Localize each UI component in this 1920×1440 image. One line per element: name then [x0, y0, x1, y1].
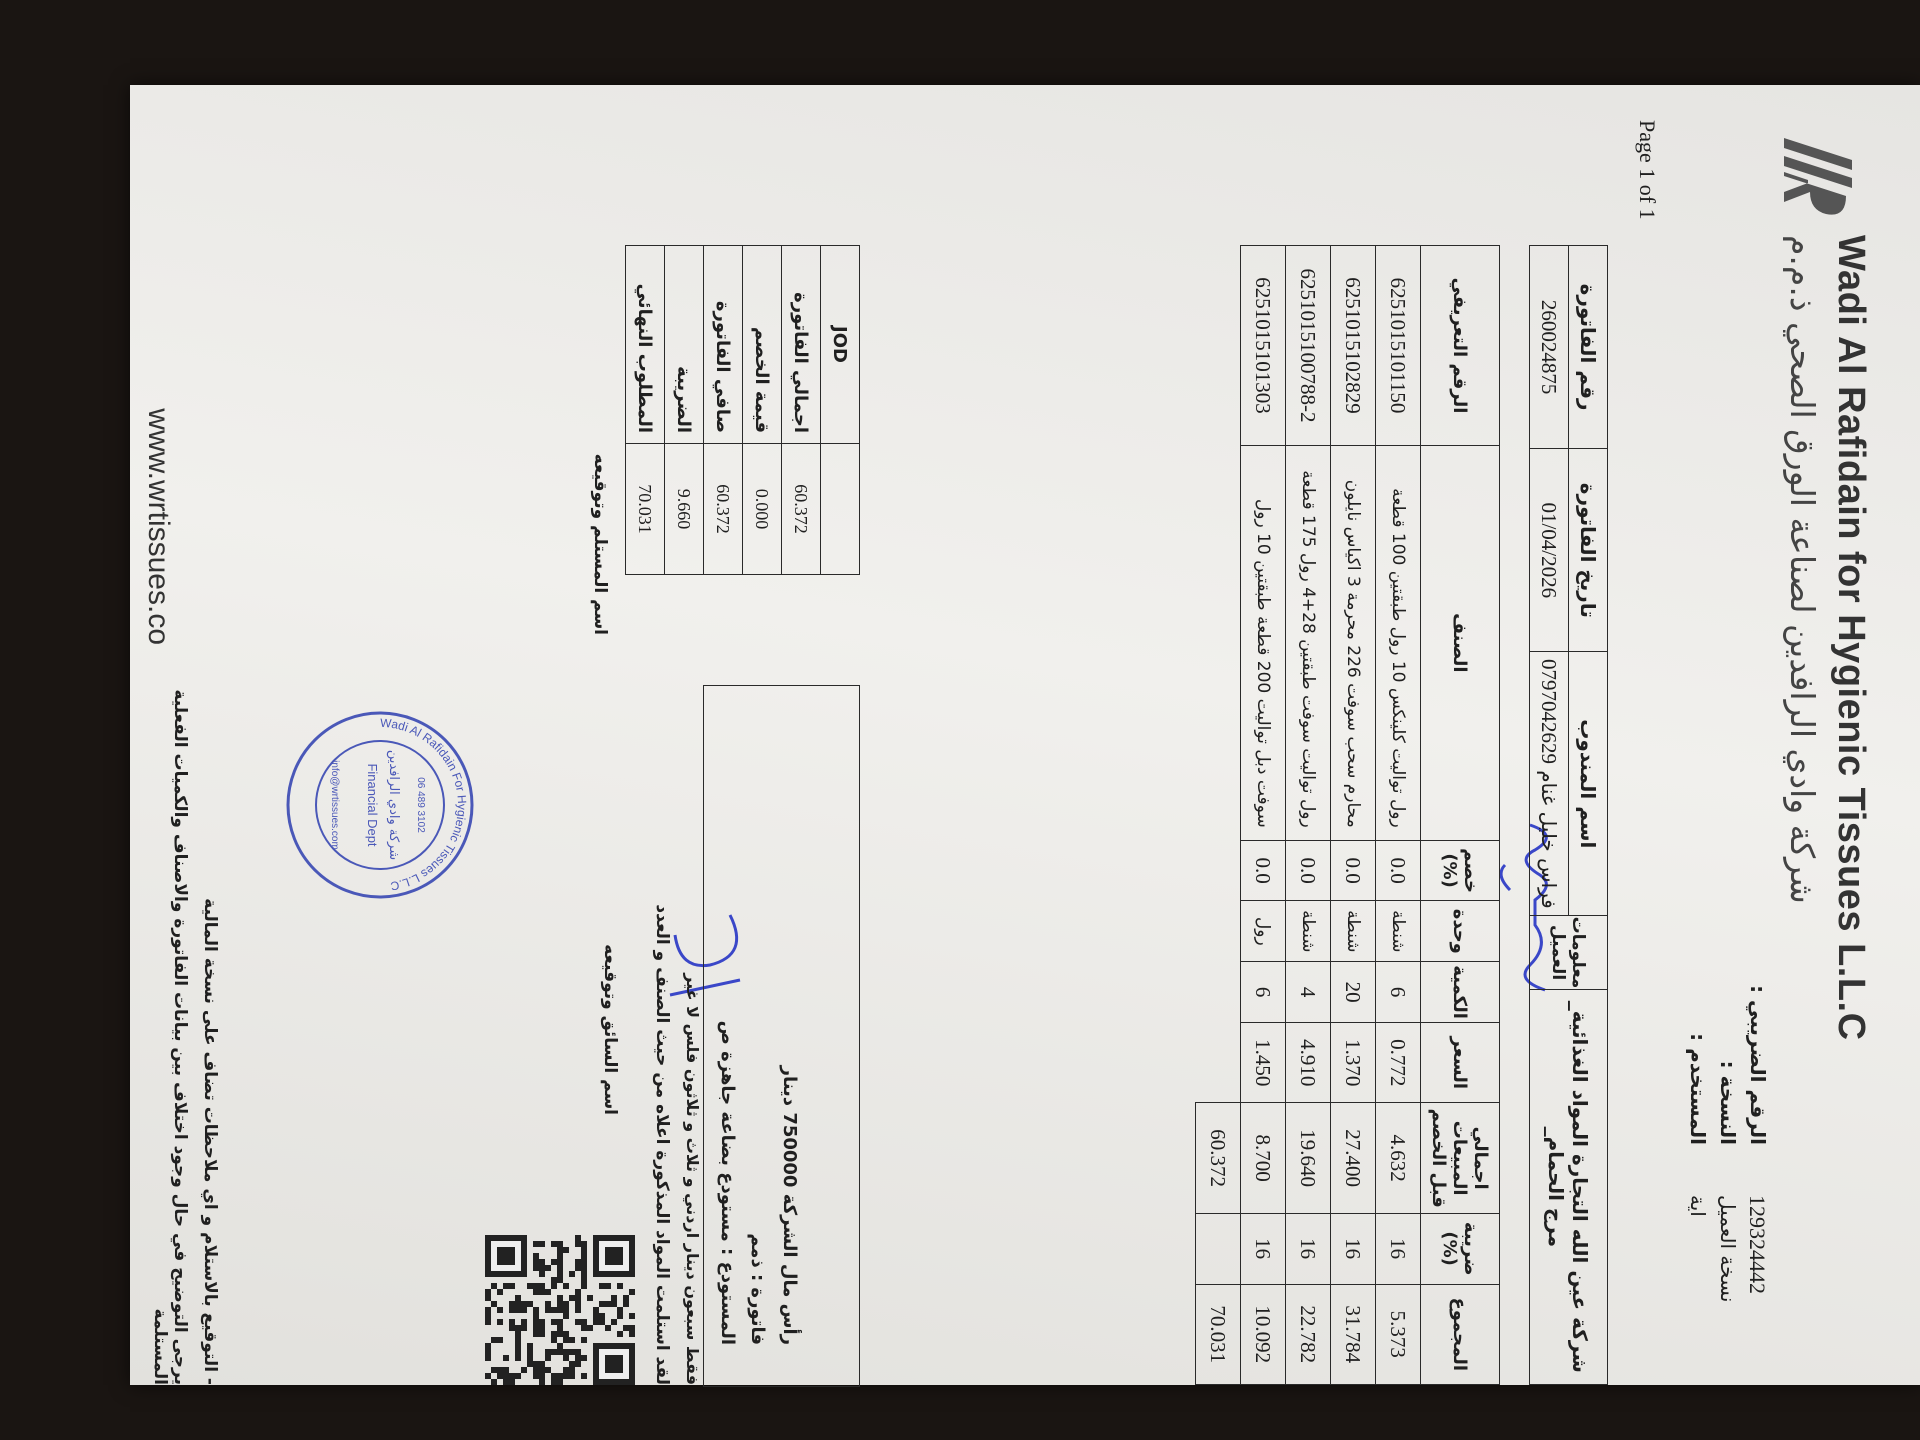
totals-label: المطلوب النهائي [626, 246, 665, 444]
stamp-inner-text: شركة وادي الرافدين [386, 749, 401, 861]
col-discount: خصم (%) [1421, 840, 1500, 901]
invoice-date: 01/04/2026 [1530, 449, 1569, 652]
item-tax: 16 [1331, 1213, 1376, 1284]
totals-value-header [821, 444, 860, 575]
item-description: محارم سحب سوفت 226 محرمة 3 اكياس نايلون [1331, 446, 1376, 841]
item-gross: 4.632 [1376, 1103, 1421, 1213]
empty-cell [1196, 1213, 1241, 1284]
warehouse-line: المستودع : مستودع بضاعة جاهزة ص [717, 1020, 738, 1345]
copy-label: النسخة : [1716, 1060, 1740, 1145]
col-tax: ضريبة (%) [1421, 1213, 1500, 1284]
item-code: 6251015101303 [1241, 246, 1286, 446]
tax-number-label: الرقم الضريبي : [1746, 985, 1770, 1145]
item-tax: 16 [1286, 1213, 1331, 1284]
notes-box [703, 685, 860, 1387]
item-price: 1.450 [1241, 1023, 1286, 1103]
item-price: 1.370 [1331, 1023, 1376, 1103]
item-total: 22.782 [1286, 1284, 1331, 1385]
company-logo-icon [1772, 130, 1862, 220]
totals-label: صافي الفاتورة [704, 246, 743, 444]
page-number: Page 1 of 1 [1635, 120, 1660, 220]
sum-gross: 60.372 [1196, 1103, 1241, 1213]
totals-value: 60.372 [782, 444, 821, 575]
tax-number-value: 129324442 [1745, 1195, 1770, 1294]
totals-row [665, 246, 704, 575]
col-price: السعر [1421, 1023, 1500, 1103]
item-total: 31.784 [1331, 1284, 1376, 1385]
stamp-outer-text: Wadi Al Rafidain For Hygienic Tissues L.L.C [379, 715, 470, 894]
item-discount: 0.0 [1286, 840, 1331, 901]
totals-table [625, 245, 860, 575]
customer-name: شركة عين الله التجارة المواد الغذائية_ مرج الحمام_ [1530, 989, 1608, 1384]
item-description: سوفت دبل تواليت 200 قطعة طبقتين 10 رول [1241, 446, 1286, 841]
totals-value: 0.000 [743, 444, 782, 575]
item-discount: 0.0 [1241, 840, 1286, 901]
totals-value: 60.372 [704, 444, 743, 575]
col-qty: الكمية [1421, 962, 1500, 1023]
item-code: 6251015101150 [1376, 246, 1421, 446]
item-total: 5.373 [1376, 1284, 1421, 1385]
totals-label: الضريبة [665, 246, 704, 444]
user-value: اية [1686, 1195, 1710, 1217]
invoice-paper [130, 85, 1920, 1385]
customer-info-label: معلومات العميل [1530, 916, 1608, 989]
col-code: الرقم التعريفي [1421, 246, 1500, 446]
totals-value: 9.660 [665, 444, 704, 575]
stamp-phone: 06 489 3102 [415, 777, 426, 833]
item-qty: 4 [1286, 962, 1331, 1023]
invoice-type: فاتورة : ذمم [747, 1233, 768, 1345]
driver-signature-label: اسم السائق وتوقيعه [600, 944, 620, 1115]
item-price: 4.910 [1286, 1023, 1331, 1103]
item-unit: شنطة [1286, 901, 1331, 962]
footer-note-2: يرجى التوضيح في حال وجود اختلاف بين بيانات الفاتورة والاصناف والكميات الفعلية المستلمة [150, 689, 190, 1385]
item-qty: 6 [1241, 962, 1286, 1023]
item-discount: 0.0 [1331, 840, 1376, 901]
copy-value: نسخة العميل [1716, 1195, 1740, 1303]
col-description: الصنف [1421, 446, 1500, 841]
col-gross: اجمالي المبيعات قبل الخصم [1421, 1103, 1500, 1213]
stamp-dept: Financial Dept [365, 763, 380, 847]
totals-row [704, 246, 743, 575]
company-name-en: Wadi Al Rafidain for Hygienic Tissues L.L.C [1830, 235, 1872, 1041]
company-website: www.wrtissues.co [142, 408, 175, 645]
footer-note-1: - التوقيع بالاستلام و اي ملاحظات تضاف على نسخة المالية [200, 898, 220, 1385]
item-tax: 16 [1241, 1213, 1286, 1284]
salesperson-header: اسم المندوب [1569, 652, 1608, 916]
customer-info-table [1529, 245, 1608, 1385]
item-unit: شنطة [1331, 901, 1376, 962]
item-unit: رول [1241, 901, 1286, 962]
item-unit: شنطة [1376, 901, 1421, 962]
totals-label: اجمالي الفاتورة [782, 246, 821, 444]
table-row [1376, 246, 1421, 1385]
totals-row [743, 246, 782, 575]
totals-row [782, 246, 821, 575]
item-code: 6251015102829 [1331, 246, 1376, 446]
totals-row [626, 246, 665, 575]
amount-in-words: فقط سبعون دينار اردني و ثلاث و ثلاثون فلس لا غير [683, 973, 702, 1385]
item-tax: 16 [1376, 1213, 1421, 1284]
received-statement: لقد استلمت المواد المذكورة اعلاه من حيث الصنف و العدد [652, 904, 672, 1385]
salesperson-name: فراس خليل غنام [1537, 770, 1562, 909]
item-price: 0.772 [1376, 1023, 1421, 1103]
qr-code-icon [485, 1235, 635, 1385]
company-stamp-icon [280, 705, 480, 905]
currency-label: JOD [821, 246, 860, 444]
user-label: المستخدم : [1686, 1033, 1710, 1145]
table-row [1331, 246, 1376, 1385]
item-qty: 20 [1331, 962, 1376, 1023]
table-row [1241, 246, 1286, 1385]
item-gross: 8.700 [1241, 1103, 1286, 1213]
item-qty: 6 [1376, 962, 1421, 1023]
salesperson-cell [1530, 652, 1569, 916]
item-description: رول تواليت كلينكس 10 رول طبقتين 100 قطعة [1376, 446, 1421, 841]
stamp-email: info@wrtissues.com [329, 760, 340, 850]
invoice-date-header: تاريخ الفاتورة [1569, 449, 1608, 652]
items-table [1195, 245, 1500, 1385]
item-description: رول تواليت سوفت طبقتين 28+4 رول 175 قطعة [1286, 446, 1331, 841]
empty-cell [1196, 246, 1241, 1103]
invoice-number: 260024875 [1530, 246, 1569, 449]
table-row [1286, 246, 1331, 1385]
item-total: 10.092 [1241, 1284, 1286, 1385]
totals-value: 70.031 [626, 444, 665, 575]
item-discount: 0.0 [1376, 840, 1421, 901]
invoice-number-header: رقم الفاتورة [1569, 246, 1608, 449]
col-total: المجموع [1421, 1284, 1500, 1385]
col-unit: وحدة [1421, 901, 1500, 962]
salesperson-phone: 0797042629 [1537, 658, 1562, 764]
item-gross: 27.400 [1331, 1103, 1376, 1213]
company-capital: رأس مال الشركة 750000 دينار [779, 1065, 800, 1345]
sum-total: 70.031 [1196, 1284, 1241, 1385]
company-name-ar: شركة وادي الرافدين لصناعة الورق الصحي ذ.م.م [1783, 235, 1822, 904]
item-gross: 19.640 [1286, 1103, 1331, 1213]
recipient-signature-label: اسم المستلم وتوقيعه [590, 453, 610, 635]
totals-label: قيمة الخصم [743, 246, 782, 444]
item-code: 6251015100788-2 [1286, 246, 1331, 446]
